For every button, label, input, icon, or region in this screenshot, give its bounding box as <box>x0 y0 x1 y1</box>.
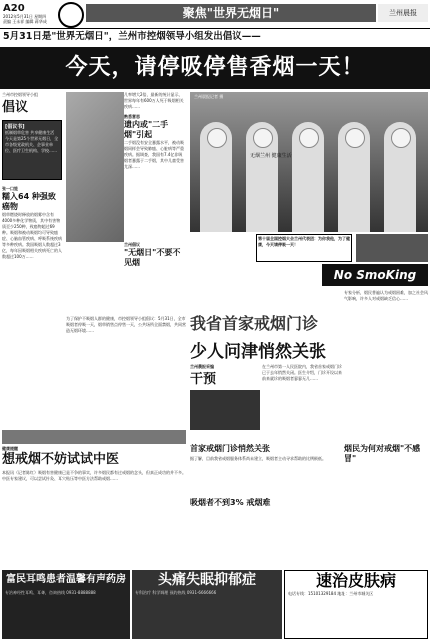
left-sub-title: 糯入64 种强致癌物 <box>2 192 56 211</box>
face-icon <box>253 128 273 148</box>
ad-title: 富民耳鸣患者温馨有声药房 <box>6 574 126 585</box>
right-lower-title: 烟民为何对戒烟"不感冒" <box>344 444 421 463</box>
side-photo <box>356 234 428 262</box>
photo-caption: 兰州晨报记者 摄 <box>194 94 224 99</box>
face-icon <box>299 128 319 148</box>
no-smoking-logo-icon <box>58 2 84 28</box>
ad-skin[interactable] <box>284 570 428 639</box>
mid-sub2-tag: 兰州倡议 <box>124 242 140 247</box>
ad-ear[interactable] <box>2 570 130 639</box>
clinic-tag: 兰州晨报采编 <box>190 364 214 369</box>
shirt-text: 无烟兰州 健康生活 <box>250 153 292 159</box>
face-icon <box>345 128 365 148</box>
left-section-title: 倡议 <box>2 100 29 115</box>
person-figure <box>246 122 278 232</box>
page-meta: 2012年5月31日 星期四 责编 王永祥 编辑 蒋华成 <box>3 14 47 24</box>
face-icon <box>207 128 227 148</box>
cigarette-photo <box>66 92 124 242</box>
left-lower-tag: 健康提醒 <box>2 446 18 451</box>
no-smoking-banner: No SmoKing <box>322 264 428 286</box>
face-icon <box>391 128 411 148</box>
mid-body-top: 几率增大2倍，最新的统计显示，世界每年有600万人死于吸烟相关疾病…… <box>124 92 184 109</box>
clinic-body: 在兰州市第一人民医院内，我省首家戒烟门诊已于去年悄然关闭。医生介绍，门诊开设以来前来就诊的吸烟者寥寥无几…… <box>262 364 342 381</box>
ad-headache[interactable] <box>132 570 282 639</box>
group-photo <box>190 92 428 232</box>
right-column: 专家分析，烟民普遍认为戒烟困难，加之社会风气影响，许多人对戒烟缺乏信心…… <box>344 290 428 440</box>
proposal-box: [倡议书] 抵制烟草危害 共享健康生活 今天是第25个世界无烟日，全市各级党政机关、企事业单位、医疗卫生机构、学校…… <box>2 120 62 180</box>
ad-text: 电话专线：15101329184 地址：兰州市城关区 <box>288 591 374 596</box>
ad-text: 专科治疗 科学调理 预约热线 0931-6666666 <box>135 590 217 595</box>
left-sub-tag: 张一口娃 <box>2 186 18 191</box>
clinic-sub: 干预 <box>190 372 217 387</box>
mid-sub1-tag: 熟悉意思 <box>124 114 140 119</box>
clinic-info-box <box>190 390 260 430</box>
person-figure <box>338 122 370 232</box>
side-quote-box: 第十届全国控烟大会兰州代表团：为你我他，为了健康，今天请停吸一天！ <box>256 234 352 262</box>
ad-title: 速治皮肤病 <box>315 571 396 590</box>
right-lower-body2: 据了解，目前我省戒烟服务体系尚未建立，吸烟者主动寻求帮助的比例极低。 <box>190 456 326 461</box>
mid-sub1-title: 遗内或"二手烟"引起 <box>124 120 169 139</box>
mid-column-left <box>66 92 124 312</box>
clinic-title-2: 少人问津悄然关张 <box>190 342 326 362</box>
mid-column <box>124 92 186 312</box>
right-lower-subtitle: 首家戒烟门诊悄然关张 <box>190 444 270 453</box>
topic-banner: 聚焦"世界无烟日" <box>86 4 376 22</box>
mid-body1: 二手烟没有安全暴露水平，被动吸烟同样会导致肺癌、心脏病等严重疾病。据调查，我国有7.4亿非吸烟者暴露于二手烟，其中儿童受害尤深…… <box>124 140 184 169</box>
person-figure <box>292 122 324 232</box>
newspaper-brand: 兰州晨报 <box>378 4 428 22</box>
left-tag: 兰州市控烟领导小组 <box>2 92 38 97</box>
main-headline: 今天，请停吸停售香烟一天！ <box>0 47 430 89</box>
right-lower-subtitle-2: 吸烟者不到3% 戒烟难 <box>190 498 271 507</box>
person-figure <box>384 122 416 232</box>
page-header <box>0 0 430 29</box>
left-lower-title: 想戒烟不妨试试中医 <box>2 452 120 467</box>
left-body: 烟草燃烧时释放的烟雾中含有4000多种化学物质，其中有害物质至少250种，致癌物超过69种。吸烟和被动吸烟均可导致癌症、心脑血管疾病、呼吸系统疾病等多种疾病。我国吸烟人数超过3亿，每年因吸烟相关疾病死亡的人数超过100万…… <box>2 212 62 259</box>
person-figure <box>200 122 232 232</box>
page-number: A20 <box>3 3 25 14</box>
clinic-title-1: 我省首家戒烟门诊 <box>190 314 319 333</box>
left-lower-photo <box>2 430 186 444</box>
mid-body2: 为了保护不吸烟人群的健康，市控烟领导小组倡议：5月31日，全市吸烟者停吸一天，烟草销售点停售一天，公共场所全面禁烟，共同营造无烟环境…… <box>66 316 186 333</box>
lead-line: 5月31日是"世界无烟日"，兰州市控烟领导小组发出倡议—— <box>3 31 261 42</box>
ad-title: 头痛失眠抑郁症 <box>158 572 256 588</box>
left-lower-body: 本报讯（记者陈红）吸烟有害健康已是不争的事实，许多烟民都有过戒烟的念头，但真正成功的并不多。中医专家建议，可以尝试针灸、耳穴贴压等中医方法帮助戒烟…… <box>2 470 186 481</box>
mid-sub2-title: "无烟日"不要不见烟 <box>124 248 181 267</box>
ad-text: 专治神经性耳鸣、耳聋，咨询热线 0931-8888888 <box>5 590 96 595</box>
